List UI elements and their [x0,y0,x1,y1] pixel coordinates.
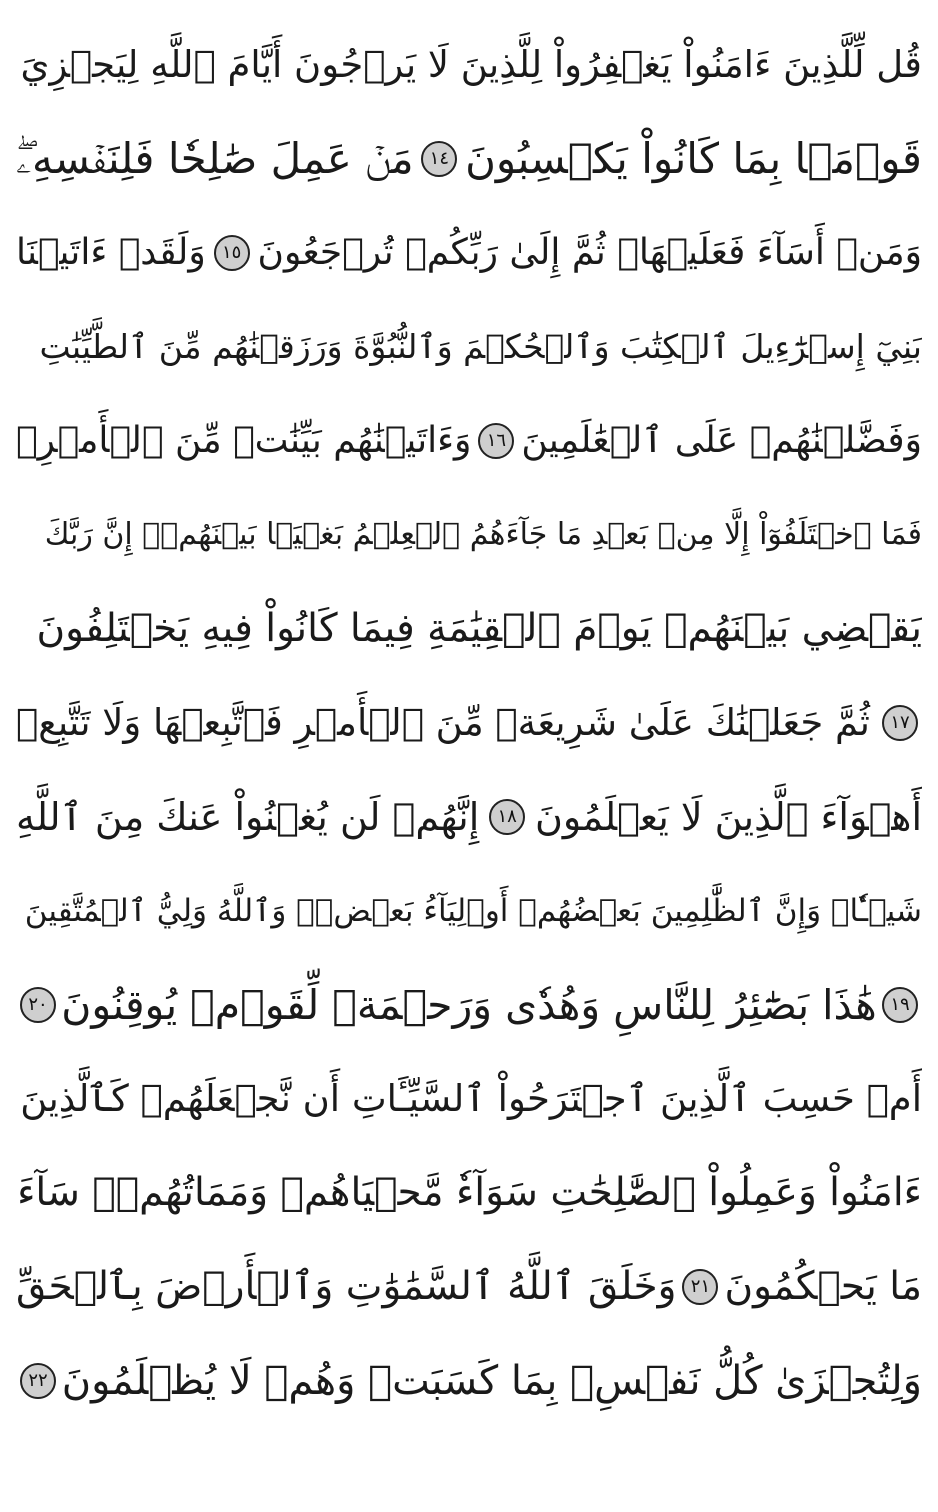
line-2-text-b: مَنۡ عَمِلَ صَٰلِحٗا فَلِنَفۡسِهِۦۖ [16,134,414,183]
ayah-marker-21: ٢١ [682,1269,718,1305]
text-line-3 [16,206,922,300]
text-line-10 [16,864,922,958]
line-5-text-b: وَءَاتَيۡنَٰهُم بَيِّنَٰتٖ مِّنَ ٱلۡأَمۡرِۖ [16,420,472,461]
text-line-7 [16,582,922,676]
ayah-marker-22: ٢٢ [20,1363,56,1399]
text-line-9 [16,770,922,864]
line-10-text: شَيۡـٔٗاۚ وَإِنَّ ٱلظَّٰلِمِينَ بَعۡضُهُمۡ أَوۡلِيَآءُ بَعۡضٖۖ وَٱللَّهُ وَلِيُّ ٱلۡمُتَّقِينَ [24,893,922,929]
line-9-text-a: أَهۡوَآءَ ٱلَّذِينَ لَا يَعۡلَمُونَ [535,795,922,839]
text-line-4 [16,300,922,394]
text-line-8 [16,676,922,770]
ayah-marker-19: ١٩ [882,987,918,1023]
line-4-text: بَنِيٓ إِسۡرَٰٓءِيلَ ٱلۡكِتَٰبَ وَٱلۡحُكۡمَ وَٱلنُّبُوَّةَ وَرَزَقۡنَٰهُم مِّنَ ٱلطَّيِّبَٰتِ [39,327,922,366]
line-9-text-b: إِنَّهُمۡ لَن يُغۡنُواْ عَنكَ مِنَ ٱللَّهِ [16,795,480,839]
line-3-text-b: وَلَقَدۡ ءَاتَيۡنَا [16,232,206,273]
ayah-marker-14: ١٤ [421,141,457,177]
line-11-text: هَٰذَا بَصَٰٓئِرُ لِلنَّاسِ وَهُدٗى وَرَحۡمَةٞ لِّقَوۡمٖ يُوقِنُونَ [61,981,877,1029]
text-line-11 [16,958,922,1052]
line-15-text: وَلِتُجۡزَىٰ كُلُّ نَفۡسِۭ بِمَا كَسَبَتۡ وَهُمۡ لَا يُظۡلَمُونَ [61,1358,922,1404]
ayah-marker-20: ٢٠ [20,987,56,1023]
ayah-marker-17: ١٧ [882,705,918,741]
line-3-text-a: وَمَنۡ أَسَآءَ فَعَلَيۡهَاۖ ثُمَّ إِلَىٰ رَبِّكُمۡ تُرۡجَعُونَ [257,232,922,273]
ayah-marker-15: ١٥ [214,235,250,271]
line-14-text-b: وَخَلَقَ ٱللَّهُ ٱلسَّمَٰوَٰتِ وَٱلۡأَرۡضَ بِٱلۡحَقِّ [16,1264,677,1309]
text-line-1 [16,18,922,112]
line-6-text: فَمَا ٱخۡتَلَفُوٓاْ إِلَّا مِنۢ بَعۡدِ مَا جَآءَهُمُ ٱلۡعِلۡمُ بَغۡيَۢا بَيۡنَهُمۡۚ إِنَّ رَبَّكَ [44,517,922,552]
ayah-marker-16: ١٦ [478,423,514,459]
line-12-text: أَمۡ حَسِبَ ٱلَّذِينَ ٱجۡتَرَحُواْ ٱلسَّيِّـَٔاتِ أَن نَّجۡعَلَهُمۡ كَٱلَّذِينَ [20,1077,922,1120]
line-8-text: ثُمَّ جَعَلۡنَٰكَ عَلَىٰ شَرِيعَةٖ مِّنَ ٱلۡأَمۡرِ فَٱتَّبِعۡهَا وَلَا تَتَّبِعۡ [16,701,870,744]
line-14-text-a: مَا يَحۡكُمُونَ [724,1264,922,1309]
text-line-2 [16,112,922,206]
text-line-13 [16,1146,922,1240]
line-13-text: ءَامَنُواْ وَعَمِلُواْ ٱلصَّٰلِحَٰتِ سَوَآءٗ مَّحۡيَاهُمۡ وَمَمَاتُهُمۡۚ سَآءَ [17,1170,922,1215]
line-7-text: يَقۡضِي بَيۡنَهُمۡ يَوۡمَ ٱلۡقِيَٰمَةِ فِيمَا كَانُواْ فِيهِ يَخۡتَلِفُونَ [36,606,922,651]
ayah-marker-18: ١٨ [489,799,525,835]
text-line-5 [16,394,922,488]
text-line-6 [16,488,922,582]
text-line-14 [16,1240,922,1334]
line-5-text-a: وَفَضَّلۡنَٰهُمۡ عَلَى ٱلۡعَٰلَمِينَ [521,420,922,461]
text-line-12 [16,1052,922,1146]
text-line-15 [16,1334,922,1428]
line-1-text: قُل لِّلَّذِينَ ءَامَنُواْ يَغۡفِرُواْ لِلَّذِينَ لَا يَرۡجُونَ أَيَّامَ ٱللَّهِ لِيَجۡزِيَ [20,43,922,86]
line-2-text-a: قَوۡمَۢا بِمَا كَانُواْ يَكۡسِبُونَ [465,134,922,183]
